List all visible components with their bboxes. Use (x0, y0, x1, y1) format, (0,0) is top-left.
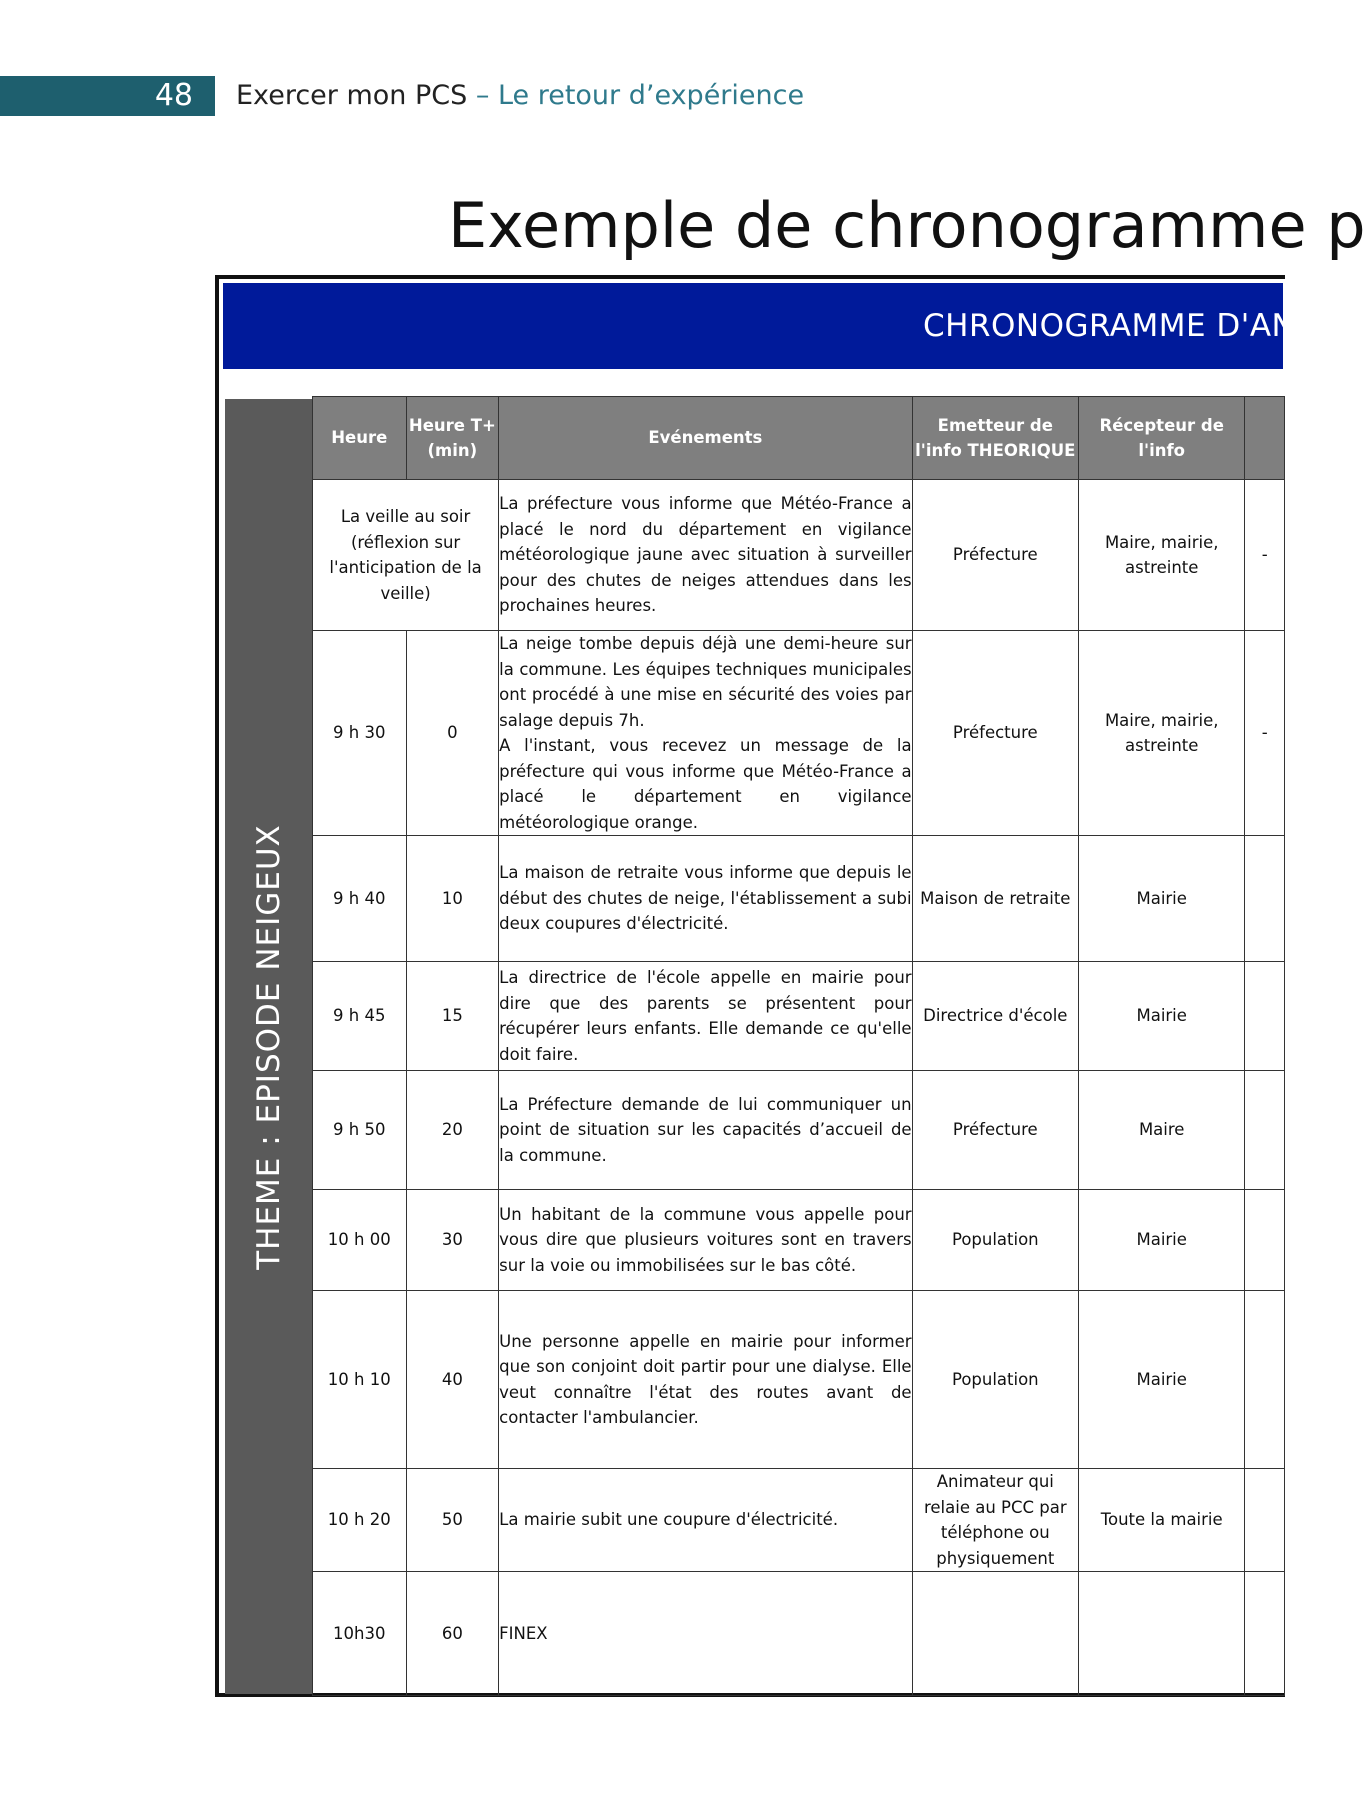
running-header-subtitle: Le retour d’expérience (497, 80, 805, 111)
cell-heure: La veille au soir (réflexion sur l'anticipation de la veille) (313, 480, 499, 631)
cell-emetteur: Maison de retraite (912, 836, 1078, 962)
cell-truncated: - (1245, 480, 1285, 631)
chronogram-frame (215, 275, 1305, 1697)
cell-emetteur: Préfecture (912, 1071, 1078, 1190)
cell-emetteur: Préfecture (912, 631, 1078, 836)
cell-emetteur: Population (912, 1190, 1078, 1291)
cell-evenement: La maison de retraite vous informe que depuis le début des chutes de neige, l'établissement a subi deux coupures d'électricité. (499, 836, 912, 962)
cell-evenement: Un habitant de la commune vous appelle pour vous dire que plusieurs voitures sont en travers sur la voie ou immobilisées sur le bas côté. (499, 1190, 912, 1291)
cell-truncated (1245, 1190, 1285, 1291)
table-row (313, 836, 1285, 962)
cell-heure-t: 15 (406, 962, 499, 1071)
cell-heure: 10 h 00 (313, 1190, 407, 1291)
cell-truncated: - (1245, 631, 1285, 836)
cell-truncated (1245, 1469, 1285, 1572)
cell-evenement: FINEX (499, 1572, 912, 1696)
chronogram-table (312, 396, 1285, 1696)
cell-heure: 10h30 (313, 1572, 407, 1696)
running-header-title: Exercer mon PCS (236, 80, 468, 111)
table-row (313, 631, 1285, 836)
table-row (313, 1071, 1285, 1190)
cell-recepteur: Mairie (1079, 1291, 1245, 1469)
table-row (313, 1572, 1285, 1696)
column-header-truncated (1245, 397, 1285, 480)
cell-recepteur (1079, 1572, 1245, 1696)
running-header (236, 76, 804, 116)
theme-label: THEME : EPISODE NEIGEUX (251, 823, 287, 1270)
cell-recepteur: Mairie (1079, 836, 1245, 962)
cell-heure-t: 40 (406, 1291, 499, 1469)
cell-heure-t: 30 (406, 1190, 499, 1291)
cell-heure: 9 h 40 (313, 836, 407, 962)
cell-heure-t: 0 (406, 631, 499, 836)
cell-emetteur: Directrice d'école (912, 962, 1078, 1071)
theme-bar (225, 399, 313, 1694)
cell-evenement: La mairie subit une coupure d'électricité. (499, 1469, 912, 1572)
cell-recepteur: Mairie (1079, 962, 1245, 1071)
table-row (313, 962, 1285, 1071)
table-row (313, 1291, 1285, 1469)
table-row (313, 1469, 1285, 1572)
cell-heure-t: 50 (406, 1469, 499, 1572)
cell-truncated (1245, 1291, 1285, 1469)
table-row (313, 1190, 1285, 1291)
cell-truncated (1245, 1572, 1285, 1696)
cell-evenement: La préfecture vous informe que Météo-France a placé le nord du département en vigilance météorologique jaune avec situation à surveiller pour des chutes de neiges attendues dans les prochaines heures. (499, 480, 912, 631)
cell-evenement: La Préfecture demande de lui communiquer un point de situation sur les capacités d’accueil de la commune. (499, 1071, 912, 1190)
cell-truncated (1245, 836, 1285, 962)
cell-emetteur (912, 1572, 1078, 1696)
banner-title: CHRONOGRAMME D'ANI (923, 308, 1305, 344)
cell-recepteur: Maire, mairie, astreinte (1079, 631, 1245, 836)
cell-heure: 10 h 10 (313, 1291, 407, 1469)
chronogram-banner (223, 283, 1305, 369)
table-header-row (313, 397, 1285, 480)
cell-heure: 9 h 45 (313, 962, 407, 1071)
cell-emetteur: Préfecture (912, 480, 1078, 631)
cell-evenement: La neige tombe depuis déjà une demi-heure sur la commune. Les équipes techniques municipales ont procédé à une mise en sécurité des voies par salage depuis 7h. A l'instant, vous recevez un message de la préfecture qui vous informe que Météo-France a placé le département en vigilance météorologique orange. (499, 631, 912, 836)
column-header-heure: Heure (313, 397, 407, 480)
column-header-heure-t: Heure T+ (min) (406, 397, 499, 480)
cell-evenement: Une personne appelle en mairie pour informer que son conjoint doit partir pour une dialyse. Elle veut connaître l'état des routes avant de contacter l'ambulancier. (499, 1291, 912, 1469)
page-title: Exemple de chronogramme p (448, 189, 1366, 262)
cell-heure-t: 10 (406, 836, 499, 962)
cell-recepteur: Maire, mairie, astreinte (1079, 480, 1245, 631)
cell-recepteur: Maire (1079, 1071, 1245, 1190)
cell-heure: 9 h 30 (313, 631, 407, 836)
cell-truncated (1245, 962, 1285, 1071)
running-header-separator: – (467, 80, 498, 111)
column-header-emetteur: Emetteur de l'info THEORIQUE (912, 397, 1078, 480)
cell-truncated (1245, 1071, 1285, 1190)
cell-heure: 10 h 20 (313, 1469, 407, 1572)
cell-heure-t: 60 (406, 1572, 499, 1696)
cell-emetteur: Population (912, 1291, 1078, 1469)
column-header-evenements: Evénements (499, 397, 912, 480)
column-header-recepteur: Récepteur de l'info (1079, 397, 1245, 480)
cell-evenement: La directrice de l'école appelle en mairie pour dire que des parents se présentent pour récupérer leurs enfants. Elle demande ce qu'elle doit faire. (499, 962, 912, 1071)
cell-heure: 9 h 50 (313, 1071, 407, 1190)
cell-emetteur: Animateur qui relaie au PCC par téléphone ou physiquement (912, 1469, 1078, 1572)
table-row (313, 480, 1285, 631)
cell-recepteur: Mairie (1079, 1190, 1245, 1291)
cell-recepteur: Toute la mairie (1079, 1469, 1245, 1572)
cell-heure-t: 20 (406, 1071, 499, 1190)
page-number: 48 (0, 76, 215, 116)
